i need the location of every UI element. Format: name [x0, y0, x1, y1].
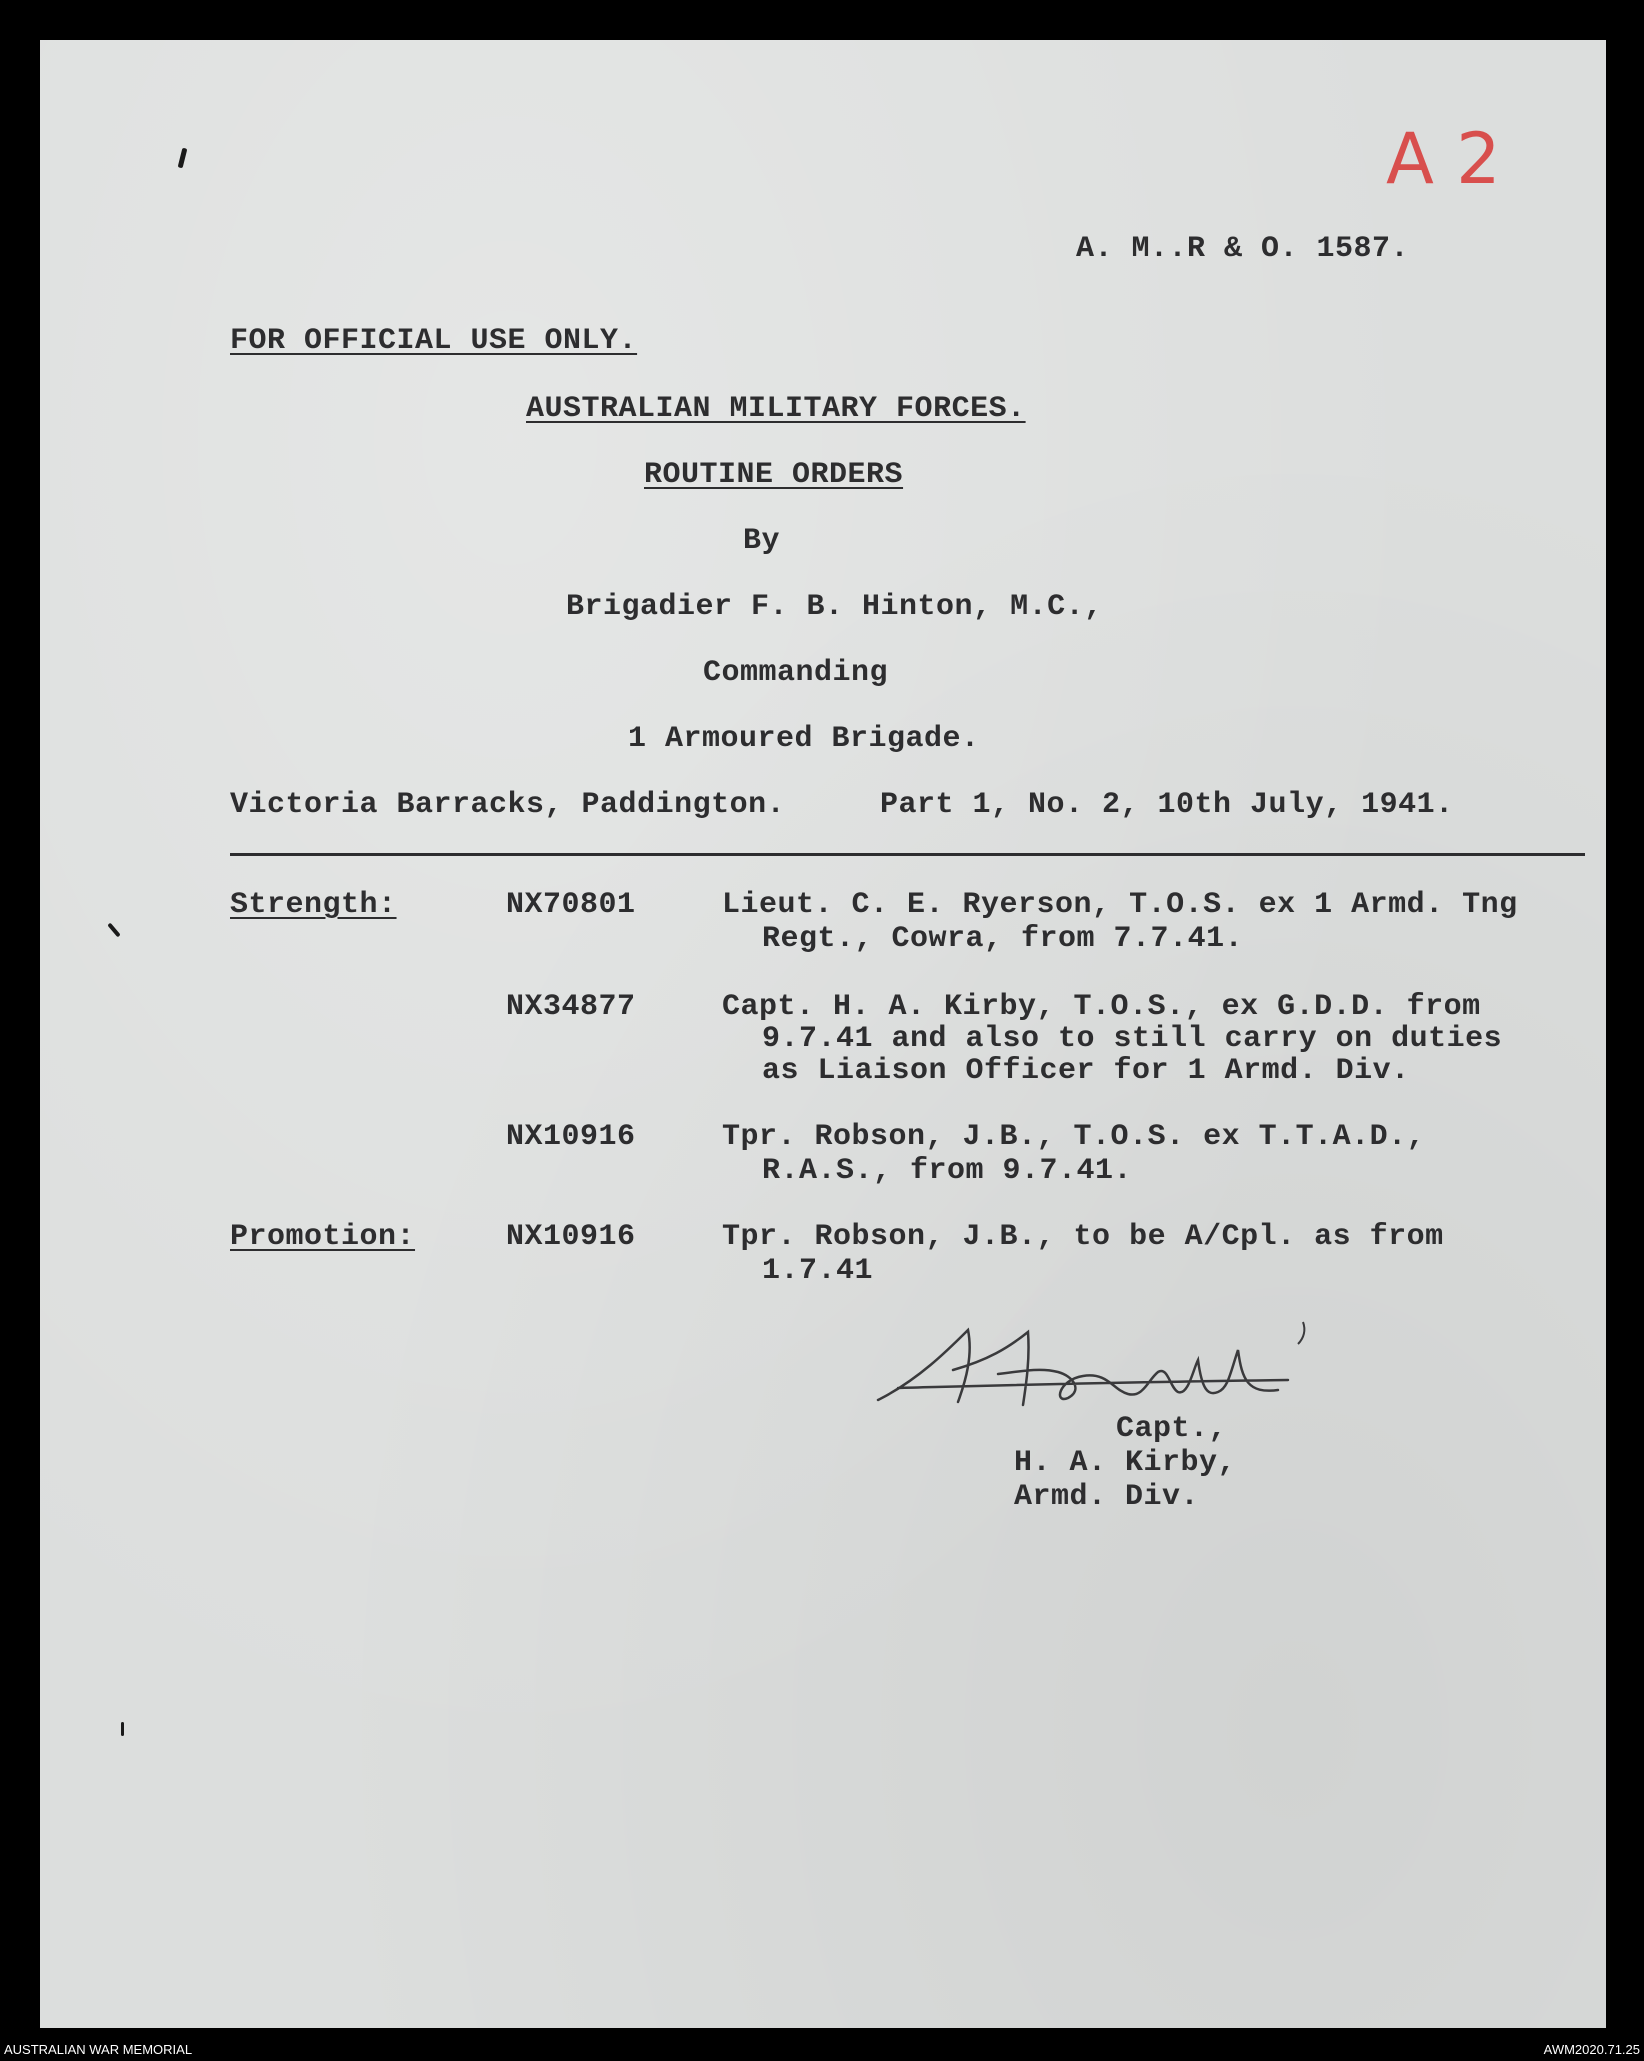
entry-line: as Liaison Officer for 1 Armd. Div. [762, 1054, 1410, 1088]
issuing-officer: Brigadier F. B. Hinton, M.C., [566, 590, 1103, 624]
reference-number: A. M..R & O. 1587. [1076, 232, 1410, 266]
promotion-label: Promotion: [230, 1220, 416, 1254]
strength-label: Strength: [230, 888, 397, 922]
entry-line: Tpr. Robson, J.B., to be A/Cpl. as from [722, 1220, 1444, 1254]
location: Victoria Barracks, Paddington. [230, 788, 786, 822]
entry-line: Lieut. C. E. Ryerson, T.O.S. ex 1 Armd. Tng [722, 888, 1518, 922]
entry-line: 1.7.41 [762, 1254, 874, 1288]
signature-line: H. A. Kirby, [1014, 1446, 1237, 1480]
commanding-line: Commanding [703, 656, 889, 690]
part-info: Part 1, No. 2, 10th July, 1941. [880, 788, 1454, 822]
entry-line: Capt. H. A. Kirby, T.O.S., ex G.D.D. from [722, 990, 1481, 1024]
document-heading: AUSTRALIAN MILITARY FORCES. [526, 392, 1026, 426]
unit-name: 1 Armoured Brigade. [628, 722, 980, 756]
footer-institution: AUSTRALIAN WAR MEMORIAL [4, 2042, 193, 2057]
entry-number: NX10916 [506, 1120, 636, 1154]
entry-number: NX10916 [506, 1220, 636, 1254]
entry-number: NX34877 [506, 990, 636, 1024]
entry-line: 9.7.41 and also to still carry on duties [762, 1022, 1503, 1056]
entry-number: NX70801 [506, 888, 636, 922]
document-subheading: ROUTINE ORDERS [644, 458, 904, 492]
entry-line: Regt., Cowra, from 7.7.41. [762, 922, 1244, 956]
corner-mark: A 2 [1386, 118, 1501, 200]
signature-line: Capt., [1116, 1412, 1228, 1446]
entry-line: R.A.S., from 9.7.41. [762, 1154, 1133, 1188]
paper-mark [121, 1722, 124, 1736]
signature-line: Armd. Div. [1014, 1480, 1200, 1514]
footer-accession: AWM2020.71.25 [1543, 2042, 1640, 2057]
separator-rule [230, 853, 1585, 856]
classification: FOR OFFICIAL USE ONLY. [230, 324, 638, 358]
by-line: By [743, 524, 781, 558]
entry-line: Tpr. Robson, J.B., T.O.S. ex T.T.A.D., [722, 1120, 1426, 1154]
signature [858, 1310, 1318, 1420]
